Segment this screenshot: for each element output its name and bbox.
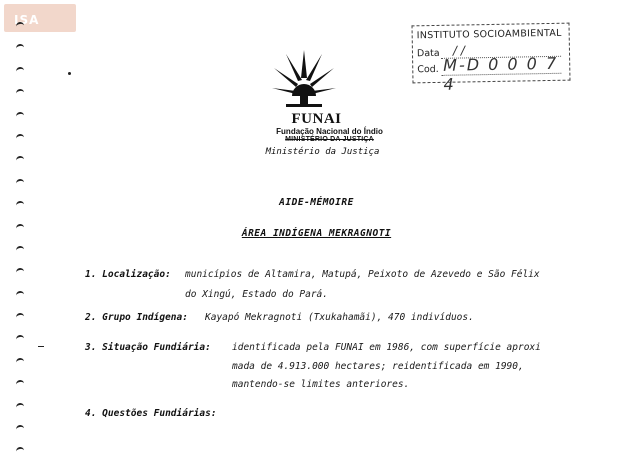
- pen-dash: [38, 346, 44, 347]
- binder-hole: [16, 425, 25, 432]
- stamp-title: INSTITUTO SOCIOAMBIENTAL: [416, 27, 562, 42]
- stamp-code-value: M-D 0 0 0 7 4: [443, 53, 559, 94]
- pen-dot: [68, 72, 71, 75]
- item-label-situacao-fundiaria: 3. Situação Fundiária:: [85, 342, 211, 353]
- struck-ministry-line: MINISTÉRIO DA JUSTIÇA: [285, 136, 374, 143]
- binder-hole: [16, 44, 25, 51]
- funai-sun-icon: [272, 48, 336, 110]
- stamp-date-label: Data: [416, 47, 440, 60]
- organization-subtitle: Fundação Nacional do Índio: [276, 127, 383, 136]
- binder-hole: [16, 21, 25, 28]
- binder-hole: [16, 313, 25, 320]
- item-label-localizacao: 1. Localização:: [85, 269, 171, 280]
- binder-hole: [16, 178, 25, 185]
- binder-hole: [16, 447, 25, 454]
- ministry-line: Ministério da Justiça: [265, 147, 380, 157]
- binder-hole: [16, 245, 25, 252]
- archive-stamp: [412, 23, 571, 94]
- item-text-line: identificada pela FUNAI em 1986, com superfície aproxi: [232, 342, 541, 353]
- item-label-grupo-indigena: 2. Grupo Indígena:: [85, 312, 188, 323]
- binder-hole: [16, 66, 25, 73]
- stamp-date-value: / /: [452, 43, 465, 58]
- binder-hole: [16, 268, 25, 275]
- item-text-line: mada de 4.913.000 hectares; reidentificada em 1990,: [232, 361, 524, 372]
- binder-hole: [16, 357, 25, 364]
- document-title: AIDE-MÉMOIRE: [279, 197, 354, 208]
- item-label-questoes-fundiarias: 4. Questões Fundiárias:: [85, 408, 217, 419]
- binder-hole: [16, 380, 25, 387]
- item-text-line: mantendo-se limites anteriores.: [232, 379, 410, 390]
- binder-hole: [16, 89, 25, 96]
- binder-hole: [16, 290, 25, 297]
- stamp-code-label: Cod.: [417, 63, 439, 76]
- binder-hole: [16, 335, 25, 342]
- binder-holes: [16, 22, 30, 470]
- item-text-line: do Xingú, Estado do Pará.: [185, 289, 328, 300]
- item-text-line: municípios de Altamira, Matupá, Peixoto de Azevedo e São Félix: [185, 269, 540, 280]
- binder-hole: [16, 402, 25, 409]
- item-text-line: Kayapó Mekragnoti (Txukahamãi), 470 indivíduos.: [205, 312, 474, 323]
- watermark-text: ISA: [14, 13, 40, 27]
- watermark: [4, 4, 76, 32]
- organization-name: FUNAI: [291, 111, 342, 127]
- document-subtitle: ÁREA INDÍGENA MEKRAGNOTI: [241, 228, 392, 239]
